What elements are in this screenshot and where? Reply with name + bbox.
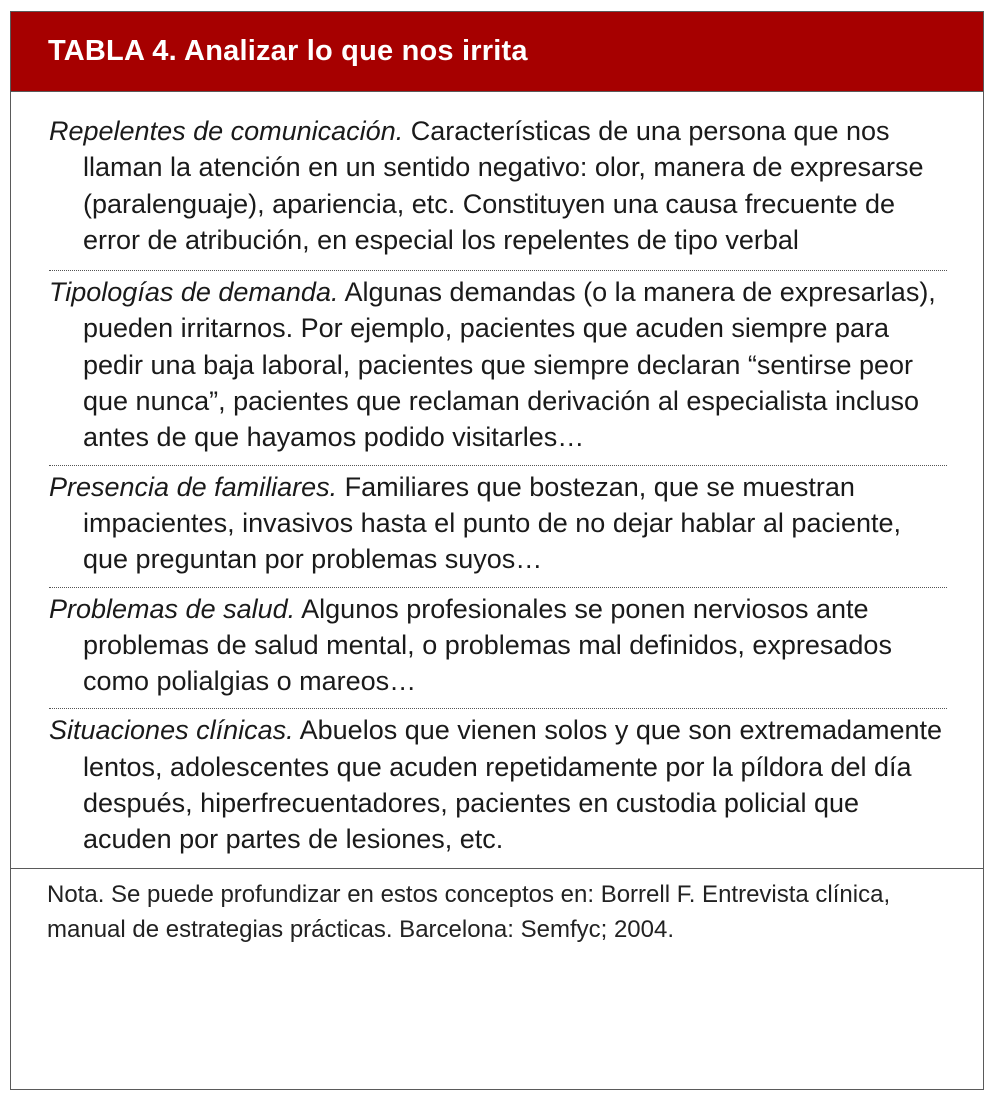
entry-situaciones-clinicas xyxy=(49,709,947,867)
entry-repelentes xyxy=(49,92,947,271)
entry-familiares xyxy=(49,466,947,588)
entry-term: Situaciones clínicas. xyxy=(49,715,294,746)
entry-tipologias xyxy=(49,271,947,465)
entry-text: Características de una persona que nos llaman la atención en un sentido negativo: olor, manera de expresarse (paralenguaje), apariencia, etc. Constituyen una causa frecuente de error de atribución, en especial los repelentes de tipo verbal xyxy=(83,116,924,255)
entry-term: Presencia de familiares. xyxy=(49,471,338,502)
entry-term: Repelentes de comunicación. xyxy=(49,116,404,146)
table-4 xyxy=(10,11,984,1090)
entry-text: Algunos profesionales se ponen nerviosos ante problemas de salud mental, o problemas mal definidos, expresados como polialgias o mareos… xyxy=(83,593,892,697)
table-note: Nota. Se puede profundizar en estos conceptos en: Borrell F. Entrevista clínica, manual de estrategias prácticas. Barcelona: Semfyc; 2004. xyxy=(11,868,983,947)
table-title: TABLA 4. Analizar lo que nos irrita xyxy=(11,12,983,92)
entry-text: Algunas demandas (o la manera de expresarlas), pueden irritarnos. Por ejemplo, pacientes que acuden siempre para pedir una baja laboral, pacientes que siempre declaran “sentirse peor que nunca”, pacientes que reclaman derivación al especialista incluso antes de que hayamos podido visitarles… xyxy=(83,277,936,453)
entry-term: Problemas de salud. xyxy=(49,593,296,624)
entry-text: Familiares que bostezan, que se muestran impacientes, invasivos hasta el punto de no dejar hablar al paciente, que preguntan por problemas suyos… xyxy=(83,471,902,575)
entry-term: Tipologías de demanda. xyxy=(49,277,339,308)
entry-list xyxy=(11,92,983,868)
entry-problemas-salud xyxy=(49,588,947,710)
entry-text: Abuelos que vienen solos y que son extremadamente lentos, adolescentes que acuden repetidamente por la píldora del día después, hiperfrecuentadores, pacientes en custodia policial que acuden por partes de lesiones, etc. xyxy=(83,715,943,855)
